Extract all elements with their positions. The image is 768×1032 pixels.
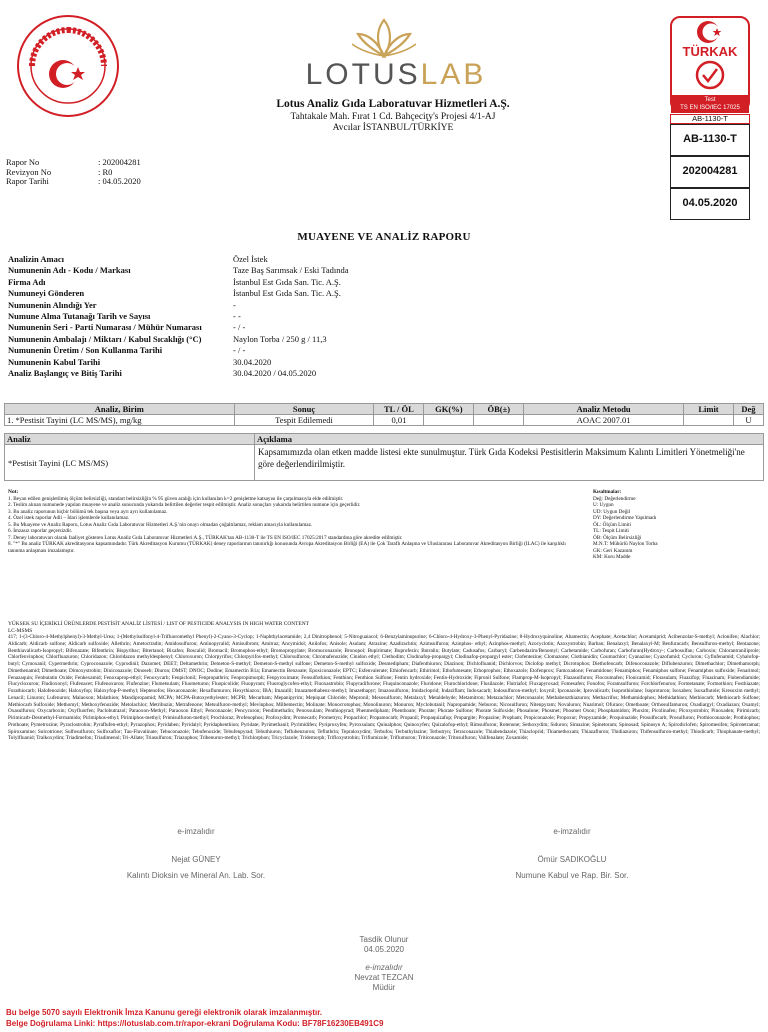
cell-tl-ol: 0,01	[374, 415, 424, 426]
right-signature-status: e-imzalıdır	[553, 827, 591, 836]
col-evaluation: Değ	[733, 404, 763, 415]
info-row	[8, 357, 633, 368]
info-value: -	[233, 299, 236, 310]
info-key: Numunenin Ambalajı / Miktarı / Kabul Sıcaklığı (°C)	[8, 333, 202, 344]
col-gk: GK(%)	[424, 404, 474, 415]
info-key: Numunenin Adı - Kodu / Markası	[8, 265, 131, 276]
info-value: Taze Baş Sarımsak / Eski Tadında	[233, 265, 349, 276]
lotus-flower-icon	[352, 18, 416, 58]
right-signature-name: Ömür SADIKOĞLU	[537, 855, 607, 864]
center-signature-role: Müdür	[372, 983, 396, 992]
note-item: 2. Teslim alınan numunede yapılan muayene ve analiz sonucunda yukarıda belirtilen değerler tespit edilmiştir. Analiz sonuçları yukarıda belirtilen numune için geçerlidir.	[8, 502, 361, 508]
notes	[8, 489, 568, 554]
abbr-item: ÖL: Ölçüm Limiti	[593, 521, 632, 528]
info-value: 30.04.2020	[233, 356, 272, 367]
note-item: 4. Özel istek raporlar Adli – İdari işlemlerde kullanılamaz.	[8, 515, 130, 521]
info-value: - / -	[233, 322, 246, 333]
cell-ob	[474, 415, 524, 426]
abbr-item: GK: Geri Kazanım	[593, 547, 633, 554]
info-row	[8, 265, 633, 276]
report-number-box: 202004281	[670, 156, 750, 188]
pesticide-list-header	[8, 621, 760, 634]
info-value: - / -	[233, 345, 246, 356]
info-row	[8, 254, 633, 265]
info-key: Numunenin Kabul Tarihi	[8, 356, 101, 367]
logo-lab-text: LAB	[420, 58, 487, 91]
cell-analysis: 1. *Pestisit Tayini (LC MS/MS), mg/kg	[5, 415, 235, 426]
cell-limit	[684, 415, 734, 426]
check-circle-icon	[695, 60, 725, 90]
left-signature-status: e-imzalıdır	[177, 827, 215, 836]
col-analysis: Analiz, Birim	[5, 404, 235, 415]
table-row	[5, 445, 764, 481]
info-key: Numunenin Seri - Parti Numarası / Mühür Numarası	[8, 322, 202, 333]
abbreviations-title: Kısaltmalar:	[593, 489, 622, 495]
col-explanation-analysis: Analiz	[5, 434, 255, 445]
abbr-item: U: Uygun	[593, 502, 614, 508]
note-item: 7. Deney laboratuvarı olarak faaliyet gösteren Lotus Analiz Gıda Laboratuvar Hizmetleri A.Ş., TÜRKAK'tan AB-1130-T ile TS EN ISO/IEC 17025:2017 standardına göre akredite edilmiştir.	[8, 534, 403, 541]
center-signature-status: e-imzalıdır	[365, 963, 403, 972]
meta-key: Rapor Tarihi	[6, 176, 49, 186]
accreditation-small: AB-1130-T	[670, 114, 750, 124]
info-row	[8, 334, 633, 345]
meta-value: : R0	[98, 166, 113, 177]
turkak-standard-band: Test TS EN ISO/IEC 17025	[671, 95, 749, 113]
logo-lotus-text: LOTUS	[305, 58, 421, 91]
info-row	[8, 288, 633, 299]
info-value: Özel İstek	[233, 254, 268, 264]
left-signature-role: Kalıntı Dioksin ve Mineral An. Lab. Sor.	[126, 871, 266, 880]
center-signature-name: Nevzat TEZCAN	[354, 973, 414, 982]
pesticide-method: LC-MSMS	[8, 627, 33, 634]
crescent-star-icon	[695, 20, 725, 44]
abbr-item: ÖB: Ölçüm Belirsizliği	[593, 534, 642, 541]
abbr-item: TL: Tespit Limiti	[593, 528, 629, 534]
note-item: 5. Bu Muayene ve Analiz Raporu, Lotus Analiz Gıda Laboratuvar Hizmetleri A.Ş.'nin onayı olmadan çoğaltılamaz, reklam amacıyla kullanılamaz.	[8, 521, 313, 528]
info-value: İstanbul Est Gıda San. Tic. A.Ş.	[233, 288, 341, 299]
info-key: Analiz Başlangıç ve Bitiş Tarihi	[8, 367, 122, 378]
ministry-seal-logo	[16, 14, 120, 118]
info-row	[8, 277, 633, 288]
info-row	[8, 322, 633, 333]
approval-label: Tasdik Olunur	[359, 935, 409, 944]
cell-method: AOAC 2007.01	[524, 415, 684, 426]
pesticide-list: 417; 1-(3-Chloro-4-Methylphenyl)-3-Methyl-Urea; 1-(Methylsulfonyl-4-Trifluoromethyl Phenyl)-2-Cyano-3-Cyclop; 1-Naphthylacetamide; 2,4 Dinitrophenol; 5-Nitroguaiacol; 6-Benzylaminopurine; 6-Chloro-4-Hydroxy-3-Phenyl-Pyridazine; 8-Hydroxyquinoline; Abamectin; Acephate; Acetachlor; Acetamiprid; Acibenzolar-S-methyl; Aclonifen; Alachlor; Aldicarb; Aldicarb sulfone; Aldicarb sulfoxide; Allethrin; Ametoctradin; Amidosulfuron; Aminopyralid; Amisulbrom; Amitraz; Ancymidol; Anilofos; Anisole; Asulam; Atrazine; Azadirachtin; Azimsulfuron; Azinphos- ethyl; Azinphos-methyl; Azocyclotin; Azoxystrobin; Barban; Benalaxyl; Benalaxyl-M; Benfuracarb; Bensulfuron-methyl; Bentazone; Benthiavalicarb-Isopropyl; Bifenazate; Bifenthrin; Bispyribac; Bitertanol; Bixafen; Boscalid; Bromacil; Bromophos-ethyl; Bromopropylate; Bromuconazole; Bronopol; Bupirimate; Buprofezin; Butralin; Butylate; Cadusafos; Carbaryl; Carbendazim/Benomyl; Carbetamide; Carbofuran; Carbofuran(Hydroxy-; Carbosulfan; Carboxin; Chlorantraniliprole; Chlorfenvinphos; Chlorfluazuron; Chloridazon; Chloridazon methyldesphenyl; Chloroxuron; Chlorpyrifos; Chlorpyrifos-methyl; Chlorsulfuron; Chromafenozide; Cinidon ethyl; Clethodim; Clodinafop-propargyl; Clodinafop-propargyl ester; Clofentezine; Clomazone; Clothianidin; Coumachlor; Cyanazine; Cyazofamid; Cycluron; Cyflufenamid; Cyhalofop-butyl; Cymoxanil; Cypermethrin; Cyproconazole; Cyprodinil; Dazomet; DEET; Deltamethrin; Demeton-S-methyl; Demeton-S-methyl sulfone; Demeton-S-methyl sulfoxide; Desmedipham; Diafenthiuron; Diazinon; Dichlofluanid; Dichlorvos; Diclofop methyl; Dicrotophos; Diethofencarb; Difenoconazole; Diflubenzuron; Dimethachlor; Dimethamorph; Dimethenamid; Dimethoate; Dimoxystrobin; Diniconazole; Dinoseb; Diuron; DMST; DNOC; Dodine; Emamectin B1a; Emamectin Benzoate; Epoxiconazole; EPTC; Esfenvalerate; Ethiofencarb; Ethirimol; Ethofumesate; Ethoprophos; Ethoxazole; Etofenprox; Famoxadone; Fenamidone; Fenamiphos; Fenamiphos sulfone; Fenamiphos sulfoxide; Fenarimol; Fenazaquin; Fenbutatin Oxide; Fenhexamid; Fenoxaprop-ethyl; Fenoxycarb; Fenpiclonil; Fenpropathrin; Fenpropimorph; Fenpyroximate; Fensulfothion; Fenthion; Fenthion Sulfone; Fentin hydroxide; Fentin-Hydroxide; Fipronil Sulfone; Flamprop-M-Isopropyl; Flazasulfuron; Flocoumafen; Flonicamid; Florasulam; Fluazifop; Fluazinam; Flubendiamide; Flucycloxuron; Fludioxonyl; Flufenacet; Flufenoxuron; Flufenzine; Flumetsulam; Fluometuron; Fluopicolide; Fluopyram; Fluoroglycofen-ethyl; Fluoxastrobin; Flupyradifurone; Fluquinconazole; Fluridone; Flurochloridone; Flusilazole; Flutriafol; Fluxapyroxad; Fomesafen; Fonofos; Foramsulfuron; Forchlorfenuron; Formetanate; Formothion; Fosthiazate; Furathiocarb; Halofenozide; Haloxyfop; Haloxyfop-P-methyl; Heptenofos; Hexaconazole; Hexaflumuron; Hexythiazox; IBA; Imazalil; Imazamethabenz-methyl; Imazethapyr; Imazosulfuron; Imidacloprid; Indaziflam; Indoxacarb; Iodosulfuron-methyl; Ioxynil; Ipconazole; Iprovalicarb; Isoprothiolane; Isoproturon; Isoxaben; Isoxaflutole; Kresoxim methyl; Lenacil; Linuron; Lufenuron; Malaoxon; Malathion; Mandipropamid; MCPA; MCPA-Butoxyethylester; MCPB; Mecarbam; Mepanipyrim; Mepiquat Chloride; Mepronil; Mesosulfuron; Metalaxyl; Metaldehyde; Metamitron; Metazachlor; Metconazole; Methabenzthiazuron; Methacrifos; Methamidophos; Methidathion; Methiocarb; Methiocarb Sulfone; Methiocarb Sulfoxide; Methomyl; Methoxyfenozide; Metolachlor; Metribuzin; Metrafenone; Metsulfuron-methyl; Mevinphos; Milbemectin; Molinate; Monocrotophos; Monolinuron; Monuron; Myclobutanil; Napropamide; Neburon; Nicosulfuron; Nitenpyram; Novaluron; Nuarimol; Ofurace; Omethoate; Orthosulfamuron; Oxadiargyl; Oxadiazon; Oxamyl; Oxasulfuron; Oxycarboxin; Oxyfluorfen; Paclobutrazol; Paraoxon-Methyl; Paraoxon Ethyl; Penconazole; Pencycuron; Pendimethalin; Penoxsulam; Penthiopyrad; Phenmedipham; Phenthoate; Phorate; Phorate Sulfone; Phorate Sulfoxide; Phosalone; Phosmet; Phosmet Oxon; Phosphamidon; Phoxim; Picolinafen; Picoxystrobin; Pinoxaden; Pirimicarb; Pirimicarb-Desmethyl-Formamido; Pirimiphos-ethyl; Pirimiphos-methyl; Primisulfuron-methyl; Prochloraz; Profenophos; Profoxydim; Promecarb; Prometryn; Propachlor; Propamocarb; Propanil; Propaquizafop; Propargite; Propazine; Propham; Propiconazole; Propoxur; Propyzamide; Proquinazide; Prosulfocarb; Prosulfuron; Prothioconazole; Prothiophos; Prothoate; Pymetrozine; Pyraclostrobin; Pyraflufen-ethyl; Pyrazophos; Pyridaben; Pyridalyl; Pyridaphenthion; Pyridate; Pyrimethanil; Pyrimidifen; Pyriproxyfen; Pyroxsulam; Quinalphos; Quinoxyfen; Quizalofop-ethyl; Rimsulfuron; Rotenone; Sethoxydim; Siduron; Simazine; Spinetoram; Spinosad; Spinosyn A; Spirodiclofen; Spiromesifen; Spirotetramat; Spiroxamine; Sulcotrione; Sulfosulfuron; Sulfoxaflor; Tau-Fluvalinate; Tebuconazole; Tebufenozide; Tebufenpyrad; Tebuthiuron; Teflubenzuron; Tefluthrin; Tepraloxydim; Terbufos; Terbuthylazine; Terbutryn; Tetraconazole; Thiabendazole; Thiacloprid; Thiamethoxam; Thiazafluron; Thidiazuron; Thifensulfuron-methyl; Thiodicarb; Thiophanate-methyl; Tolylfluanid; Tralkoxydim; Triadimefon; Triadimenol; Tri-Allate; Triasulfuron; Triazophos; Tribenuron-methyl; Trichlorphon; Tricyclazole; Tridemorph; Trifloxystrobin; Triflumizole; Triflumuron; Triticonazole; Tritosulfuron; Valifenalate; Zoxamide;	[8, 634, 760, 742]
info-key: Numune Alma Tutanağı Tarih ve Sayısı	[8, 310, 151, 321]
report-meta	[6, 158, 141, 187]
info-value: 30.04.2020 / 04.05.2020	[233, 367, 317, 378]
cell-result: Tespit Edilemedi	[234, 415, 374, 426]
results-header-row	[5, 404, 764, 415]
info-key: Firma Adı	[8, 276, 46, 287]
col-explanation-text: Açıklama	[255, 434, 764, 445]
turkak-wordmark: TÜRKAK	[682, 44, 738, 59]
note-item: 6. İmzasız raporlar geçersizdir.	[8, 528, 73, 534]
explanation-text: Kapsamımızda olan etken madde listesi ekte sunulmuştur. Türk Gıda Kodeksi Pestisitlerin Maksimum Kalıntı Limitleri Yönetmeliği'ne göre değerlendirilmiştir.	[255, 445, 764, 481]
info-row	[8, 311, 633, 322]
meta-key: Revizyon No	[6, 166, 52, 177]
info-key: Numunenin Alındığı Yer	[8, 299, 97, 310]
info-row	[8, 345, 633, 356]
col-method: Analiz Metodu	[524, 404, 684, 415]
lab-address	[220, 112, 566, 134]
note-item: 1. Beyan edilen genişletilmiş ölçüm belirsizliği, standart belirsizliğin % 95 güven aralığı için kullanılan k=2 genişletme katsayısı ile çarpılmasıyla elde edilmiştir.	[8, 495, 344, 502]
explanation-header-row	[5, 434, 764, 445]
report-date-box: 04.05.2020	[670, 188, 750, 220]
meta-value: : 202004281	[98, 157, 141, 167]
pesticide-list-title: YÜKSEK SU İÇERİKLİ ÜRÜNLERDE PESTİSİT ANALİZ LİSTESİ / LIST OF PESTICIDE ANALYSIS IN HIGH WATER CONTENT	[8, 621, 309, 627]
col-ob: ÖB(±)	[474, 404, 524, 415]
info-row	[8, 368, 633, 379]
meta-value: : 04.05.2020	[98, 176, 141, 186]
note-item: 8. "*" Bu analiz TÜRKAK akreditasyonu kapsamındadır. Türk Akreditasyon Kurumu (TÜRKAK) deney raporlarının tanınırlığı konusunda Avrupa Akreditasyon Birliği (EA) ile Çok Taraflı Anlaşma ve Uluslararası Laboratuvar Akreditasyon Birliği (ILAC) ile karşılıklı tanınma anlaşması imzalamıştır.	[8, 541, 566, 554]
abbr-item: DY: Değerlendirme Yapılmadı	[593, 515, 657, 521]
abbr-item: M.N.T: Mühürlü Naylon Torba	[593, 541, 658, 547]
sample-info	[8, 254, 633, 379]
info-key: Analizin Amacı	[8, 254, 64, 264]
address-line-1: Tahtakale Mah. Fırat 1 Cd. Bahçeciţy's Projesi 4/1-AJ	[290, 112, 496, 122]
note-item: 3. Bu analiz raporunun hiçbir bölümü tek başına veya ayrı ayrı kullanılamaz.	[8, 508, 168, 515]
table-row	[5, 415, 764, 426]
e-signature-notice: Bu belge 5070 sayılı Elektronik İmza Kanunu gereği elektronik olarak imzalanmıştır.	[6, 1008, 323, 1017]
info-value: İstanbul Est Gıda San. Tic. A.Ş.	[233, 276, 341, 287]
notes-title: Not:	[8, 489, 19, 495]
explanation-table	[4, 433, 764, 481]
info-key: Numunenin Üretim / Son Kullanma Tarihi	[8, 345, 163, 356]
col-limit: Limit	[684, 404, 734, 415]
lotuslab-wordmark	[286, 58, 506, 92]
address-line-2: Avcılar İSTANBUL/TÜRKİYE	[332, 123, 454, 133]
abbr-item: UD: Uygun Değil	[593, 508, 631, 515]
approval-date: 04.05.2020	[363, 945, 405, 954]
results-table	[4, 403, 764, 426]
info-row	[8, 300, 633, 311]
abbr-item: Değ: Değerlendirme	[593, 495, 636, 502]
meta-row	[6, 177, 141, 187]
info-key: Numuneyi Gönderen	[8, 288, 85, 299]
info-value: Naylon Torba / 250 g / 11,3	[233, 333, 327, 344]
right-signature-role: Numune Kabul ve Rap. Bir. Sor.	[515, 871, 629, 880]
info-value: - -	[233, 310, 241, 321]
explanation-analysis: *Pestisit Tayini (LC MS/MS)	[5, 445, 255, 481]
cell-evaluation: U	[733, 415, 763, 426]
cell-gk	[424, 415, 474, 426]
meta-key: Rapor No	[6, 157, 40, 167]
verification-link[interactable]: Belge Doğrulama Linki: https://lotuslab.com.tr/rapor-ekrani Doğrulama Kodu: BF78F16230EB491C9	[6, 1019, 384, 1028]
accreditation-number-box: AB-1130-T	[670, 124, 750, 156]
lab-name: Lotus Analiz Gıda Laboratuvar Hizmetleri A.Ş.	[276, 98, 510, 110]
abbr-item: KM: Kuru Madde	[593, 554, 631, 560]
col-result: Sonuç	[234, 404, 374, 415]
report-title: MUAYENE VE ANALİZ RAPORU	[297, 231, 471, 243]
col-tl-ol: TL / ÖL	[374, 404, 424, 415]
abbreviations	[593, 489, 763, 561]
left-signature-name: Nejat GÜNEY	[171, 855, 221, 864]
